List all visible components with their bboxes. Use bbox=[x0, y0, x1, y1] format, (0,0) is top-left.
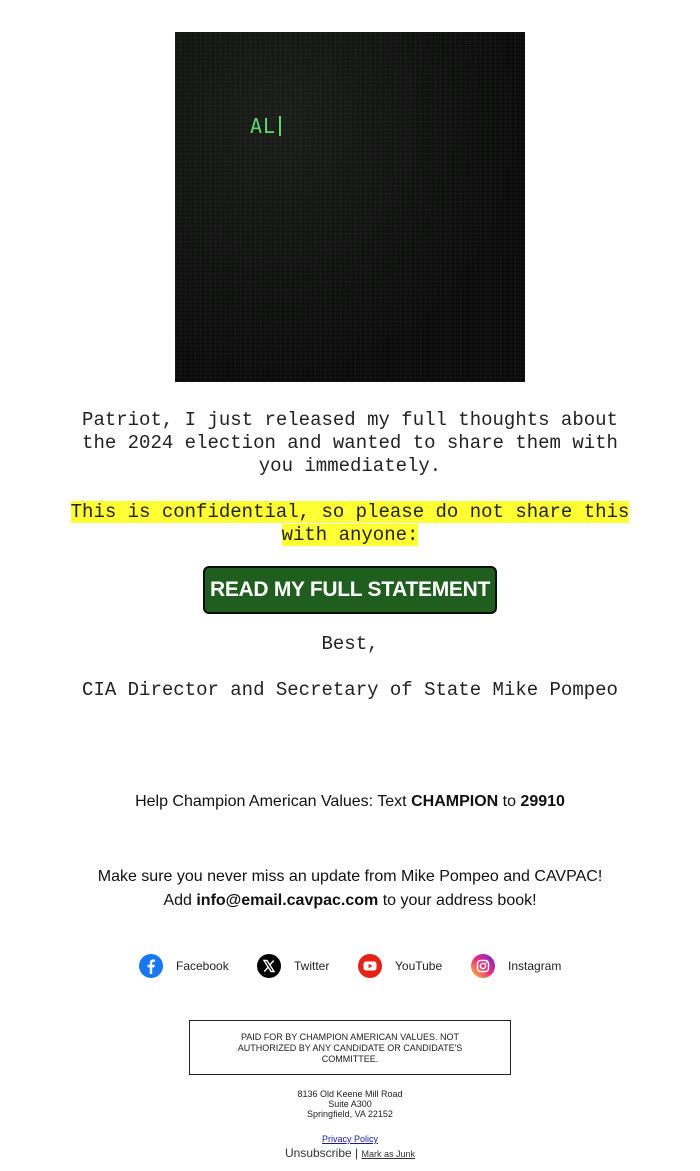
footer-links: Unsubscribe | Mark as Junk bbox=[284, 1146, 416, 1160]
social-link-facebook[interactable]: Facebook bbox=[139, 954, 229, 978]
x-twitter-icon bbox=[257, 954, 281, 978]
social-link-twitter[interactable]: Twitter bbox=[257, 954, 329, 978]
read-statement-button[interactable]: READ MY FULL STATEMENT bbox=[203, 566, 497, 614]
text-keyword: CHAMPION bbox=[411, 793, 499, 810]
privacy-row bbox=[0, 1134, 700, 1144]
unsubscribe-link[interactable]: Unsubscribe bbox=[284, 1146, 352, 1160]
social-links bbox=[0, 954, 700, 980]
signature: CIA Director and Secretary of State Mike Pompeo bbox=[82, 679, 618, 701]
mailing-address: 8136 Old Keene Mill Road Suite A300 Springfield, VA 22152 bbox=[297, 1089, 403, 1119]
intro-text: Patriot, I just released my full thoughts about the 2024 election and wanted to share them with you immediately. bbox=[82, 409, 618, 477]
address-book-line: Make sure you never miss an update from Mike Pompeo and CAVPAC! bbox=[97, 868, 603, 885]
social-link-youtube[interactable]: YouTube bbox=[358, 954, 442, 978]
facebook-icon bbox=[139, 954, 163, 978]
confidential-notice: This is confidential, so please do not share this with anyone: bbox=[70, 501, 630, 546]
cursor-icon bbox=[279, 116, 281, 136]
sender-email: info@email.cavpac.com bbox=[196, 892, 379, 909]
address-book-notice: Make sure you never miss an update from Mike Pompeo and CAVPAC! Add info@email.cavpac.com to your address book! bbox=[0, 865, 700, 913]
signoff: Best, bbox=[321, 633, 379, 655]
privacy-policy-link[interactable]: Privacy Policy bbox=[321, 1134, 378, 1144]
hero-image bbox=[175, 32, 525, 382]
text-number: 29910 bbox=[520, 793, 565, 810]
social-link-instagram[interactable]: Instagram bbox=[471, 954, 561, 978]
hero-screen-text: AL bbox=[250, 114, 281, 138]
mark-as-junk-link[interactable]: Mark as Junk bbox=[361, 1149, 416, 1159]
instagram-icon bbox=[471, 954, 495, 978]
text-promo: Help Champion American Values: Text CHAMPION to 29910 bbox=[135, 793, 565, 810]
youtube-icon bbox=[358, 954, 382, 978]
paid-for-disclaimer: PAID FOR BY CHAMPION AMERICAN VALUES. NOT AUTHORIZED BY ANY CANDIDATE OR CANDIDATE'S COMMITTEE. bbox=[189, 1020, 511, 1075]
